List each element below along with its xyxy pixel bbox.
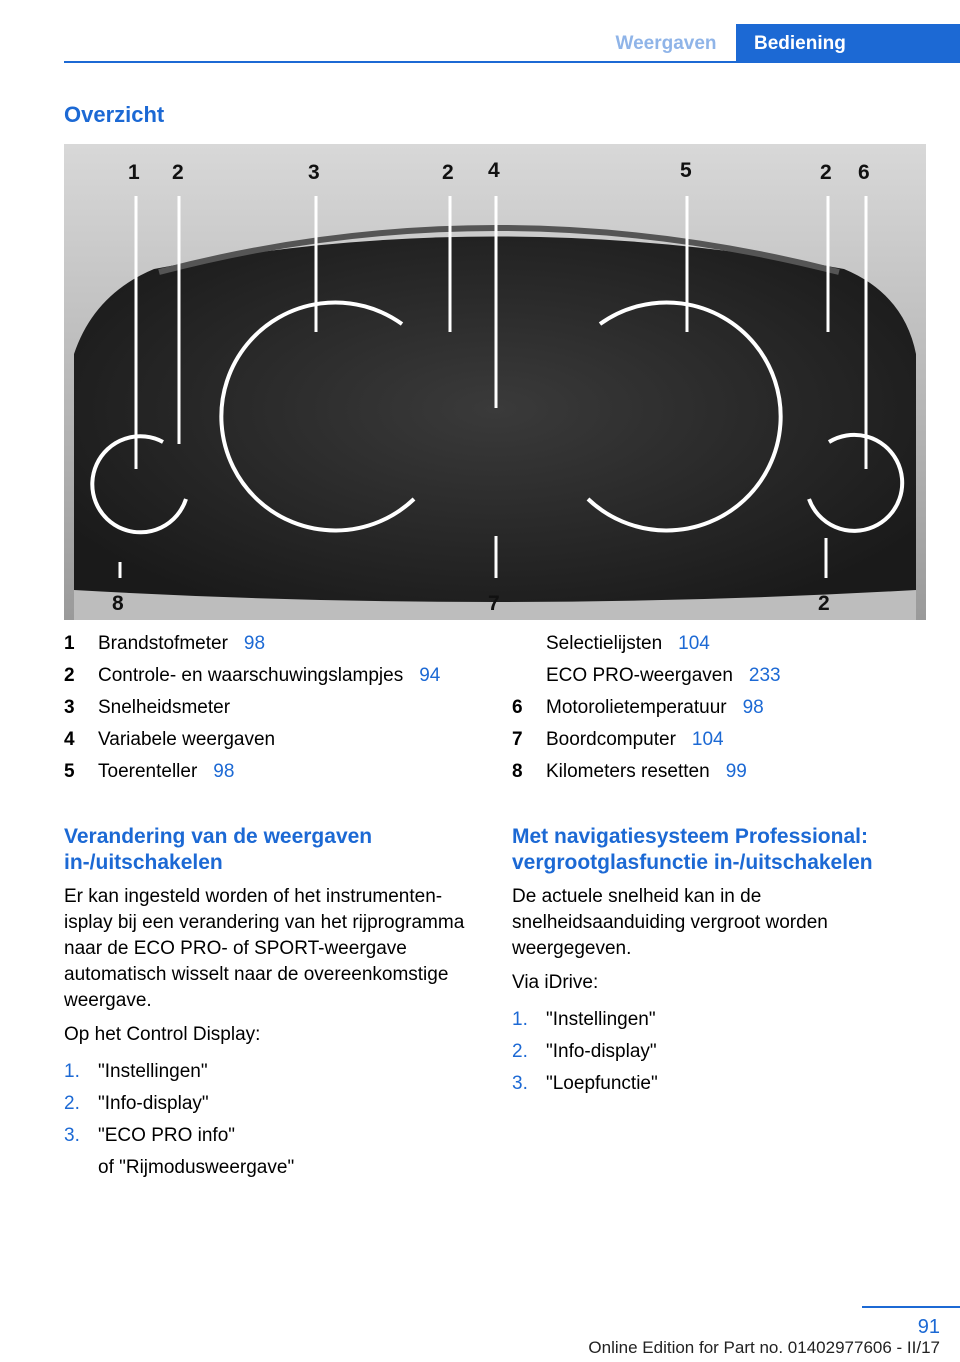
step-number: 2.: [512, 1041, 528, 1062]
legend-right: [512, 628, 932, 788]
page-reference-link[interactable]: 99: [725, 761, 747, 782]
instrument-cluster-figure: [64, 144, 926, 620]
legend-item: [64, 628, 484, 660]
step-text: "Info-display": [98, 1093, 209, 1114]
list-item: [64, 1056, 468, 1088]
legend-number: 8: [512, 761, 523, 782]
legend-label: Selectielijsten: [546, 633, 663, 654]
page-reference-link[interactable]: 98: [742, 697, 764, 718]
tab-weergaven[interactable]: Weergaven: [615, 33, 717, 54]
section-intro: Op het Control Display:: [64, 1024, 261, 1045]
legend-item: [64, 660, 484, 692]
list-item: [512, 1036, 932, 1068]
page-reference-link[interactable]: 98: [213, 761, 235, 782]
list-item: [64, 1120, 468, 1152]
legend-label: Brandstofmeter: [98, 633, 228, 654]
legend-label: Controle- en waarschuwingslampjes: [98, 665, 404, 686]
step-number: 2.: [64, 1093, 80, 1114]
callout-label: 5: [680, 159, 692, 182]
section-paragraph: Er kan ingesteld worden of het instrumentenisplay bij een verandering van het rijprogramma naar de ECO PRO- of SPORT-weergave automatisch wisselt naar de overeenkomstige weergave.: [64, 886, 465, 1011]
step-text: "Info-display": [546, 1041, 657, 1062]
edition-note: Online Edition for Part no. 01402977606 - II/17: [588, 1338, 940, 1357]
section-paragraph: De actuele snelheid kan in de snelheidsaanduiding vergroot worden weergegeven.: [512, 886, 828, 959]
step-number: 3.: [64, 1125, 80, 1146]
step-list: [64, 1056, 468, 1184]
legend-item: [512, 756, 932, 788]
legend-number: 6: [512, 697, 523, 718]
legend-item: [512, 660, 932, 692]
step-text: "Loepfunctie": [546, 1073, 658, 1094]
list-item: [512, 1004, 932, 1036]
step-number: 1.: [512, 1009, 528, 1030]
step-text: "Instellingen": [98, 1061, 208, 1082]
callout-label: 2: [442, 161, 454, 184]
legend-label: Motorolietemperatuur: [546, 697, 727, 718]
section-heading: Verandering van de weergaven in-/uitschakelen: [64, 825, 373, 874]
page-title: Overzicht: [64, 102, 165, 127]
legend-number: 5: [64, 761, 75, 782]
legend-item: [64, 692, 484, 724]
list-item: [64, 1088, 468, 1120]
callout-label: 2: [820, 161, 832, 184]
page-reference-link[interactable]: 104: [678, 633, 710, 654]
step-continuation: of "Rijmodusweergave": [98, 1157, 295, 1178]
page-reference-link[interactable]: 94: [419, 665, 441, 686]
callout-label: 2: [818, 592, 830, 615]
legend-number: 1: [64, 633, 75, 654]
legend-label: Boordcomputer: [546, 729, 676, 750]
legend-item: [64, 756, 484, 788]
section-magnifier: [512, 824, 932, 1100]
legend-item: [64, 724, 484, 756]
page-reference-link[interactable]: 233: [748, 665, 781, 686]
list-item: [512, 1068, 932, 1100]
legend-number: 7: [512, 729, 523, 750]
legend-number: 2: [64, 665, 75, 686]
page-reference-link[interactable]: 104: [691, 729, 724, 750]
step-list: [512, 1004, 932, 1100]
callout-label: 1: [128, 161, 140, 184]
legend-item: [512, 724, 932, 756]
page-number: 91: [917, 1316, 940, 1338]
callout-label: 8: [112, 592, 124, 615]
legend-label: Snelheidsmeter: [98, 697, 231, 718]
legend-item: [512, 628, 932, 660]
step-text: "ECO PRO info": [98, 1125, 236, 1146]
section-display-switch: [64, 824, 468, 1184]
legend-left: [64, 628, 484, 788]
section-intro: Via iDrive:: [512, 972, 599, 993]
legend-label: ECO PRO-weergaven: [546, 665, 733, 686]
legend-number: 3: [64, 697, 75, 718]
callout-label: 4: [488, 159, 500, 182]
legend-label: Kilometers resetten: [546, 761, 710, 782]
step-number: 1.: [64, 1061, 80, 1082]
tab-bediening[interactable]: Bediening: [736, 24, 960, 63]
callout-label: 7: [488, 592, 500, 615]
footer-rule: [862, 1306, 960, 1308]
legend-label: Toerenteller: [98, 761, 198, 782]
step-number: 3.: [512, 1073, 528, 1094]
callout-label: 6: [858, 161, 870, 184]
page-reference-link[interactable]: 98: [243, 633, 266, 654]
callout-label: 3: [308, 161, 320, 184]
section-heading: Met navigatiesysteem Professional: vergrootglasfunctie in-/uitschakelen: [512, 825, 873, 874]
step-text: "Instellingen": [546, 1009, 656, 1030]
callout-label: 2: [172, 161, 184, 184]
legend-item: [512, 692, 932, 724]
legend-label: Variabele weergaven: [98, 729, 276, 750]
legend-number: 4: [64, 729, 75, 750]
